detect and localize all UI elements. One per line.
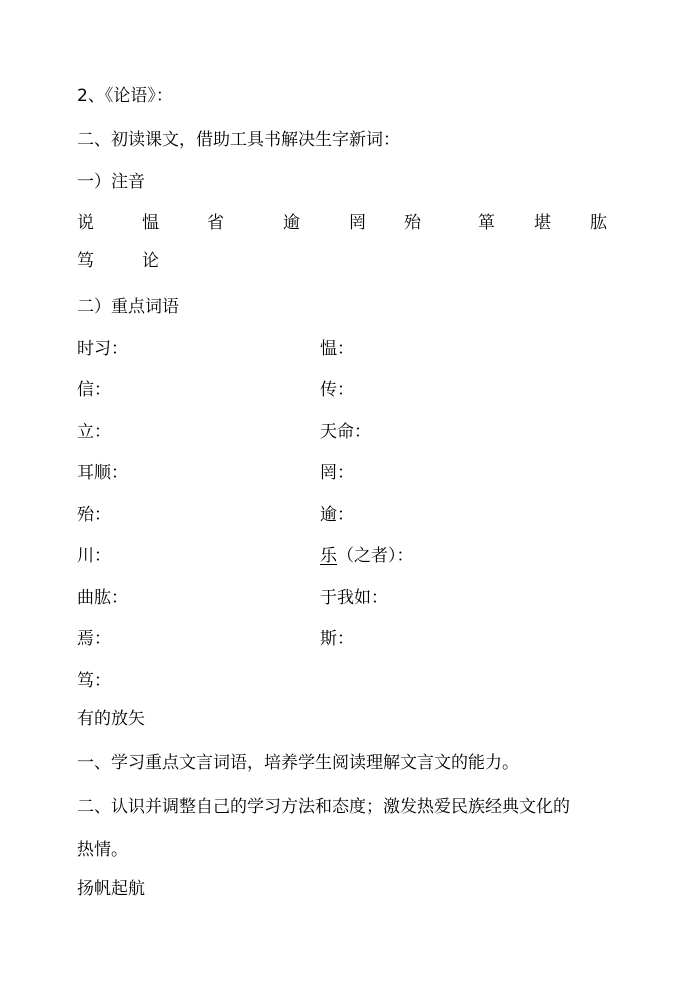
char-item: 逾 (283, 213, 300, 233)
term-left: 川： (77, 546, 111, 566)
term-left: 耳顺： (77, 463, 128, 483)
term-right: 逾： (320, 505, 354, 525)
char-item: 论 (142, 251, 159, 271)
underlined-char: 乐 (320, 546, 337, 566)
section-heading-closing: 扬帆起航 (77, 879, 145, 899)
term-right: 斯： (320, 629, 354, 649)
term-left: 笃： (77, 671, 111, 691)
char-item: 说 (77, 213, 94, 233)
term-left: 时习： (77, 339, 128, 359)
part-heading: 二、初读课文，借助工具书解决生字新词： (77, 130, 400, 150)
term-right-rest: （之者）： (337, 546, 414, 566)
char-item: 箪 (478, 213, 495, 233)
section-title: 2、《论语》： (77, 86, 173, 106)
term-right: 于我如： (320, 588, 388, 608)
char-item: 殆 (404, 213, 421, 233)
term-right: 愠： (320, 339, 354, 359)
term-right (320, 546, 414, 566)
section-heading-target: 有的放矢 (77, 709, 145, 729)
objective-2: 二、认识并调整自己的学习方法和态度；激发热爱民族经典文化的 (77, 797, 570, 817)
term-left: 殆： (77, 505, 111, 525)
term-left: 曲肱： (77, 588, 128, 608)
char-item: 笃 (77, 251, 94, 271)
term-right: 罔： (320, 463, 354, 483)
char-item: 省 (207, 213, 224, 233)
char-item: 罔 (349, 213, 366, 233)
char-item: 堪 (534, 213, 551, 233)
term-right: 传： (320, 380, 354, 400)
term-left: 焉： (77, 629, 111, 649)
term-right: 天命： (320, 422, 371, 442)
objective-1: 一、学习重点文言词语，培养学生阅读理解文言文的能力。 (77, 753, 519, 773)
char-item: 肱 (590, 213, 607, 233)
term-left: 立： (77, 422, 111, 442)
key-words-heading: 二）重点词语 (77, 297, 179, 317)
objective-2-cont: 热情。 (77, 840, 128, 860)
char-item: 愠 (142, 213, 159, 233)
term-left: 信： (77, 380, 111, 400)
pronunciation-heading: 一）注音 (77, 172, 145, 192)
